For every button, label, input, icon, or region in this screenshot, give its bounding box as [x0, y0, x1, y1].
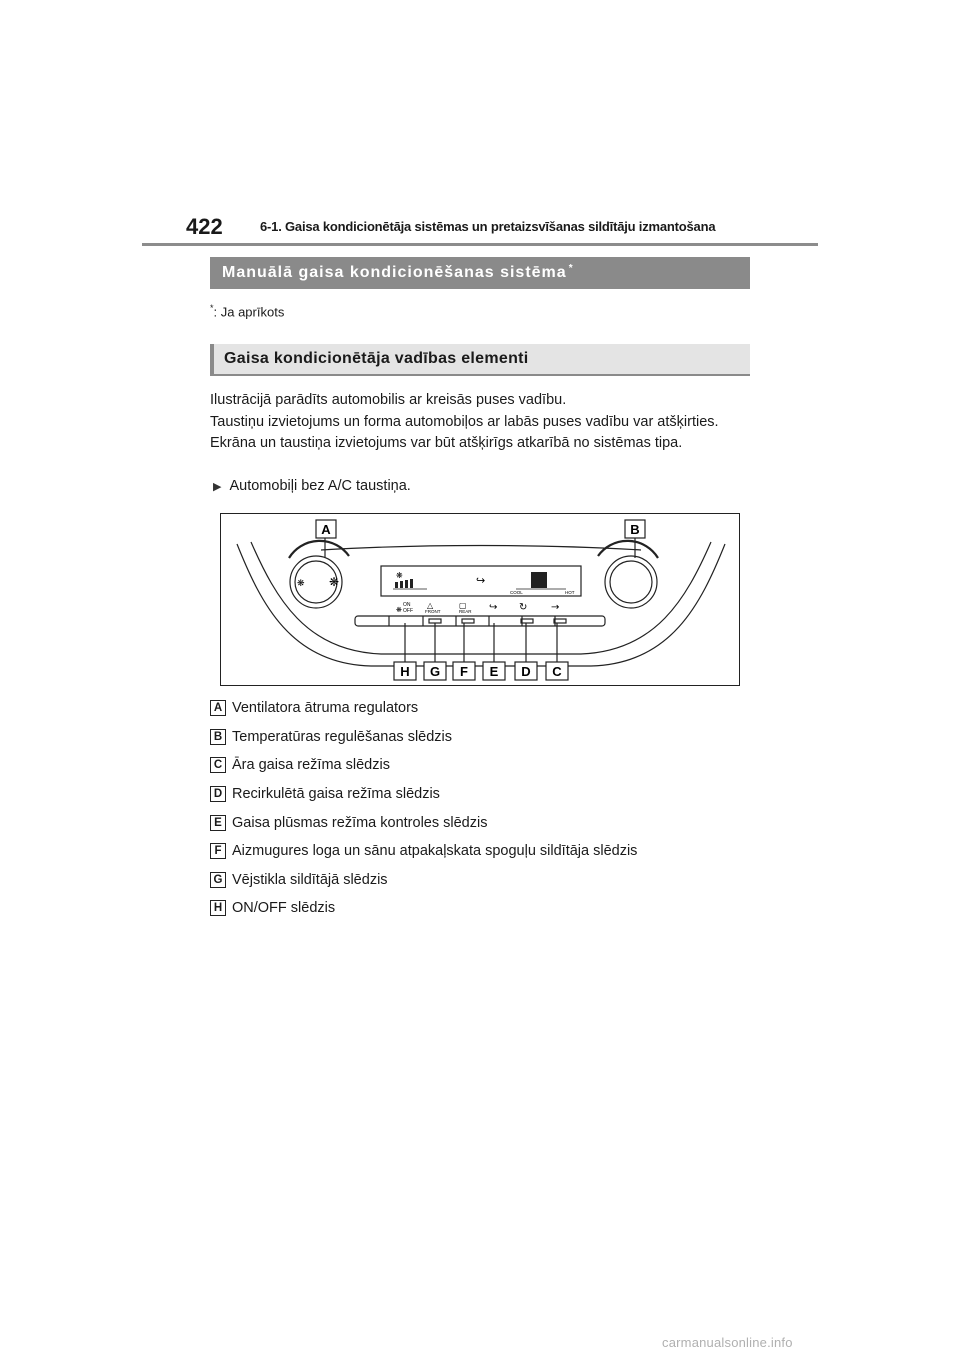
callout-b [625, 520, 645, 538]
button-dividers [389, 616, 555, 626]
note-text: Automobiļi bez A/C taustiņa. [229, 478, 411, 494]
callout-a-label: A [321, 522, 331, 537]
legend-text-c: Āra gaisa režīma slēdzis [232, 757, 390, 774]
callout-c [546, 662, 568, 680]
legend-list [210, 694, 750, 923]
section-title-mark: * [568, 263, 574, 274]
display-airflow-icon: ↪ [476, 574, 486, 587]
callout-h [394, 662, 416, 680]
temp-knob-outer [605, 556, 657, 608]
legend-text-e: Gaisa plūsmas režīma kontroles slēdzis [232, 814, 488, 831]
temp-level-block [531, 572, 547, 588]
callout-d [515, 662, 537, 680]
callout-b-label: B [630, 522, 640, 537]
section-title: Manuālā gaisa kondicionēšanas sistēma [222, 264, 567, 281]
legend-letter-e: E [210, 815, 226, 831]
intro-line-1: Ilustrācijā parādīts automobilis ar kreisās puses vadību. [210, 392, 567, 408]
button-strip [355, 616, 605, 626]
defrost-front-icon: △ [427, 601, 434, 610]
legend-text-b: Temperatūras regulēšanas slēdzis [232, 728, 453, 745]
footnote [210, 303, 284, 319]
page-number: 422 [186, 214, 223, 239]
legend-text-d: Recirkulētā gaisa režīma slēdzis [232, 786, 440, 803]
callout-h-label: H [400, 664, 410, 679]
intro-line-2: Taustiņu izvietojums un forma automobiļos ar labās puses vadību var atšķirties. [210, 413, 719, 430]
display-fan-icon: ❋ [396, 571, 403, 580]
callout-d-label: D [521, 664, 531, 679]
btn-front-label: FRONT [425, 609, 441, 614]
callout-f-label: F [460, 664, 468, 679]
triangle-right-icon: ▶ [213, 480, 222, 493]
intro-line-3: Ekrāna un taustiņa izvietojums var būt atšķirīgs atkarībā no sistēmas tipa. [210, 435, 683, 451]
legend-item-c [210, 751, 750, 780]
note [213, 478, 411, 494]
callout-c-label: C [552, 664, 562, 679]
legend-letter-c: C [210, 757, 226, 773]
control-panel-figure [220, 513, 740, 686]
legend-item-e [210, 808, 750, 837]
legend-item-a [210, 694, 750, 723]
legend-text-g: Vējstikla sildītājā slēdzis [232, 871, 388, 888]
recirc-indicator [521, 619, 533, 623]
legend-letter-a: A [210, 700, 226, 716]
front-indicator [429, 619, 441, 623]
legend-text-f: Aizmugures loga un sānu atpakaļskata spoguļu sildītāja slēdzis [232, 843, 638, 860]
fan-low-icon: ❋ [297, 579, 305, 589]
intro-text [210, 390, 750, 455]
legend-letter-d: D [210, 786, 226, 802]
running-head: 6-1. Gaisa kondicionētāja sistēmas un pretaizsvīšanas sildītāju izmantošana [260, 219, 716, 234]
legend-letter-g: G [210, 872, 226, 888]
header-rule [142, 243, 818, 246]
display-hot-label: HOT [565, 590, 575, 595]
callout-e [483, 662, 505, 680]
fan-high-icon: ❋ [329, 575, 340, 589]
display-cool-label: COOL [510, 590, 523, 595]
defrost-rear-icon: ▢ [459, 601, 467, 610]
btn-off-label: OFF [403, 608, 413, 614]
legend-letter-b: B [210, 729, 226, 745]
outside-air-icon: → [551, 602, 560, 613]
fan-level-bar-2 [400, 581, 403, 588]
callout-f [453, 662, 475, 680]
callout-a [316, 520, 336, 538]
legend-item-h [210, 894, 750, 923]
control-panel-illustration [221, 514, 741, 687]
fan-level-bar-4 [410, 579, 413, 588]
legend-text-h: ON/OFF slēdzis [232, 900, 336, 917]
btn-rear-label: REAR [459, 609, 472, 614]
callout-g [424, 662, 446, 680]
watermark: carmanualsonline.info [662, 1335, 793, 1350]
callout-g-label: G [429, 664, 441, 679]
fresh-indicator [554, 619, 566, 623]
legend-text-a: Ventilatora ātruma regulators [232, 700, 419, 717]
legend-item-d [210, 780, 750, 809]
section-title-bar [210, 257, 750, 289]
recirculation-icon: ↻ [519, 602, 528, 613]
fan-level-bar-3 [405, 580, 408, 588]
legend-letter-h: H [210, 900, 226, 916]
airflow-mode-icon: ↪ [489, 602, 498, 613]
temp-knob-inner [610, 561, 652, 603]
subsection-title: Gaisa kondicionētāja vadības elementi [210, 344, 750, 376]
btn-on-label: ON [403, 602, 411, 608]
rear-indicator [462, 619, 474, 623]
legend-item-g [210, 866, 750, 895]
footnote-text: : Ja aprīkots [213, 304, 285, 320]
callout-e-label: E [489, 664, 499, 679]
legend-item-b [210, 723, 750, 752]
panel-top-bezel [321, 546, 641, 551]
onoff-fan-icon: ❋ [396, 606, 402, 614]
legend-item-f [210, 837, 750, 866]
fan-level-bar-1 [395, 582, 398, 588]
legend-letter-f: F [210, 843, 226, 859]
footnote-mark: * [210, 303, 214, 313]
